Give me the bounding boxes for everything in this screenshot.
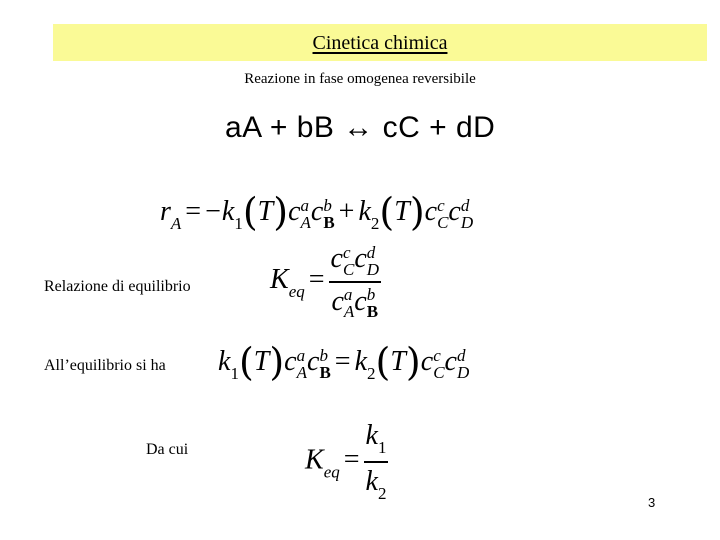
hence-label: Da cui <box>146 441 189 458</box>
equilibrium-condition-equation: $k_1(T)c$ a A c b B = $k_2(T)c$ c C c d D <box>218 340 470 384</box>
rate-law-equation: $r_A = -k_1(T)c$ a A c b B + $k_2(T)c$ c C c d D <box>160 190 474 234</box>
page-number: 3 <box>648 495 656 510</box>
slide-subtitle: Reazione in fase omogenea reversibile <box>244 71 476 87</box>
reaction-equation: aA + bB ↔ cC + dD <box>225 111 496 144</box>
at-equilibrium-label: All’equilibrio si ha <box>44 357 166 374</box>
constant-ratio-equation: $K_{eq}$ = $\frac{k_1}{k_2}$ <box>305 420 387 503</box>
equilibrium-relation-label: Relazione di equilibrio <box>44 278 191 295</box>
equilibrium-constant-equation: $K_{eq}$ = c c C c d D c a A c b B <box>270 242 380 322</box>
slide-title: Cinetica chimica <box>312 32 448 54</box>
title-bar <box>53 24 707 61</box>
